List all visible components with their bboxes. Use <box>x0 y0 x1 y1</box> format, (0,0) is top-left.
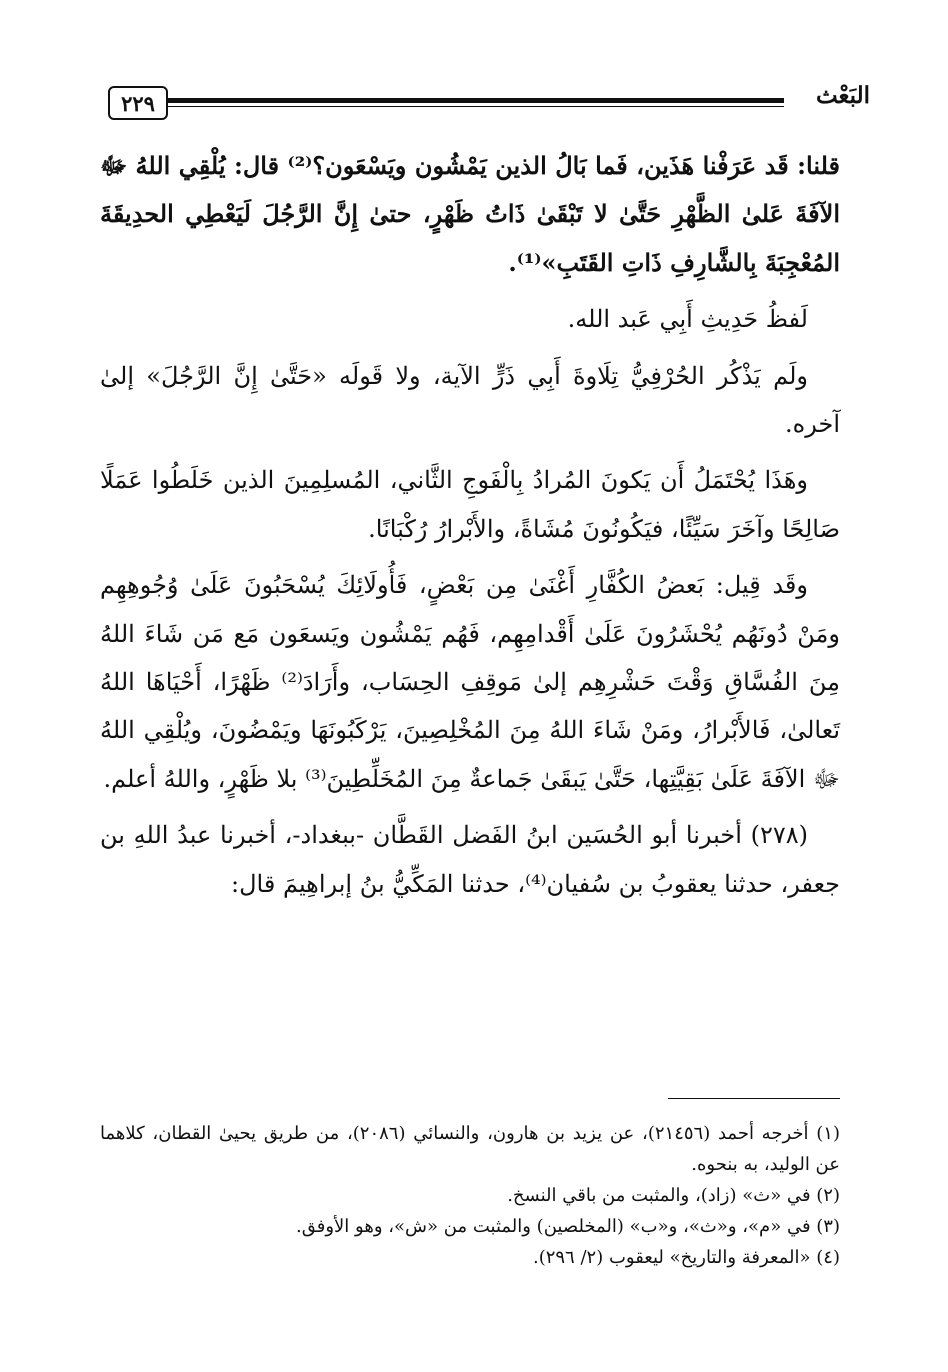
footnote-2: (٢) في «ث» (زاد)، والمثبت من باقي النسخ. <box>507 1185 840 1206</box>
footnote-4: (٤) «المعرفة والتاريخ» ليعقوب (٢/ ٢٩٦). <box>532 1247 840 1268</box>
header-rule-thick <box>166 98 784 103</box>
paragraph-harfi-note: ولَم يَذْكُر الحُرْفِيُّ تِلَاوةَ أَبِي ذَرٍّ الآية، ولا قَولَه «حَتَّىٰ إِنَّ الرَّجُلَ» إلىٰ آخره. <box>100 361 840 439</box>
footnotes <box>100 1118 840 1273</box>
footnote-separator <box>668 1098 840 1099</box>
page-number: ٢٢٩ <box>108 86 168 120</box>
paragraph-commentary: وقَد قِيل: بَعضُ الكُفَّارِ أَغْنَىٰ مِن بَعْضٍ، فَأُولَائِكَ يُسْحَبُونَ عَلَىٰ وُجُوهِهِم ومَنْ دُونَهُم يُحْشَرُونَ عَلَىٰ أَقْدامِهِم، فَهُم يَمْشُون ويَسعَون مَع مَن شَاءَ اللهُ مِنَ الفُسَّاقِ وَقْتَ حَشْرِهِم إلىٰ مَوقِفِ الحِسَاب، وأَرَادَ⁽²⁾ ظَهْرًا، أَحْيَاهَا اللهُ تَعالىٰ، فَالأَبْرارُ، ومَنْ شَاءَ اللهُ مِنَ المُخْلِصِينَ، يَرْكَبُونَهَا ويَمْضُونَ، ويُلْقِي اللهُ ﷻ الآفَةَ عَلَىٰ بَقِيَّتِها، حَتَّىٰ يَبقَىٰ جَماعةٌ مِنَ المُخَلِّطِينَ⁽³⁾ بلا ظَهْرٍ، واللهُ أعلم. <box>100 571 840 793</box>
paragraph-hadith-278: (٢٧٨) أخبرنا أبو الحُسَين ابنُ الفَضل القَطَّان -ببغداد-، أخبرنا عبدُ اللهِ بن جعفر، حدثنا يعقوبُ بن سُفيان⁽⁴⁾، حدثنا المَكِّيُّ بنُ إبراهِيمَ قال: <box>100 821 840 898</box>
footnote-3: (٣) في «م»، و«ث»، و«ب» (المخلصين) والمثبت من «ش»، وهو الأوفق. <box>296 1216 840 1237</box>
paragraph-interpretation: وهَذَا يُحْتَمَلُ أَن يَكونَ المُرادُ بِالْفَوجِ الثَّاني، المُسلِمِينَ الذين خَلَطُوا عَمَلًا صَالِحًا وآخَرَ سَيِّئًا، فيَكُونُونَ مُشَاةً، والأَبْرارُ رُكْبَانًا. <box>100 466 840 543</box>
running-title: البَعْث <box>815 82 870 109</box>
header-rule-thin <box>166 106 784 107</box>
paragraph-hadith-end: قلنا: قَد عَرَفْنا هَذَين، فَما بَالُ الذين يَمْشُون ويَسْعَون؟⁽²⁾ قال: يُلْقِي اللهُ ﷻ الآفَةَ عَلىٰ الظَّهْرِ حَتَّىٰ لا تَبْقَىٰ ذَاتُ ظَهْرٍ، حتىٰ إِنَّ الرَّجُلَ لَيَعْطِي الحدِيقَةَ المُعْجِبَةَ بِالشَّارِفِ ذَاتِ القَتَبِ»⁽¹⁾. <box>100 151 841 277</box>
footnote-1: (١) أخرجه أحمد (٢١٤٥٦)، عن يزيد بن هارون، والنسائي (٢٠٨٦)، من طريق يحيىٰ القطان، كلاهما عن الوليد، به بنحوه. <box>100 1123 840 1175</box>
main-text <box>100 142 840 908</box>
paragraph-wording-note: لَفظُ حَدِيثِ أَبِي عَبد الله. <box>567 305 808 334</box>
page-header <box>100 76 870 134</box>
